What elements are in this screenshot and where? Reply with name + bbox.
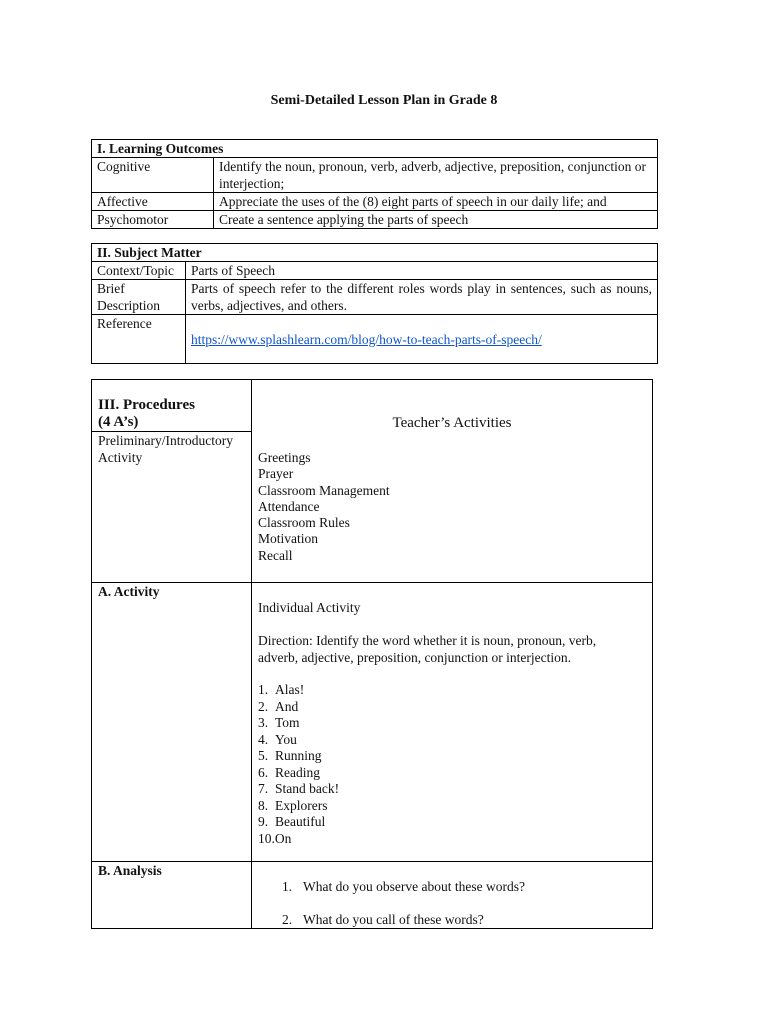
brief-label [92,280,186,315]
procedures-table [91,379,653,929]
activity-title: Individual Activity [258,600,361,615]
affective-text: Appreciate the uses of the (8) eight parts of speech in our daily life; and [214,193,658,211]
brief-label-line1: Brief [97,281,125,296]
activity-word-list [258,682,646,847]
context-label: Context/Topic [92,262,186,280]
reference-label: Reference [92,315,186,364]
list-item: 5. Running [258,748,322,763]
prelim-item: Motivation [258,531,318,547]
list-item: 9. Beautiful [258,814,326,829]
prelim-item: Classroom Rules [258,515,350,531]
procedures-title: III. Procedures [98,397,195,413]
teacher-activities-header: Teacher’s Activities [392,415,512,431]
list-item: 1. Alas! [258,682,305,697]
list-item: 10.On [258,830,292,846]
activity-cell [252,583,653,862]
prelim-item: Greetings [258,450,311,465]
procedures-left-cell [92,380,252,583]
list-item: 3. Tom [258,715,300,730]
list-item: 6. Reading [258,764,320,780]
reference-link[interactable]: https://www.splashlearn.com/blog/how-to-teach-parts-of-speech/ [191,332,542,347]
brief-label-line2: Description [97,298,160,313]
learning-outcomes-header: I. Learning Outcomes [92,140,658,158]
brief-value: Parts of speech refer to the different roles words play in sentences, such as nouns, verbs, adjectives, and others. [186,280,658,315]
list-item: 8. Explorers [258,797,328,813]
prelim-label-line2: Activity [98,450,143,465]
analysis-cell [252,862,653,929]
learning-outcomes-table [91,139,658,229]
prelim-item: Attendance [258,498,320,514]
procedures-subtitle: (4 A’s) [98,414,139,430]
cognitive-text: Identify the noun, pronoun, verb, adverb, adjective, preposition, conjunction or interjection; [214,158,658,193]
teacher-activities-cell [252,380,653,583]
list-item: 4. You [258,731,297,747]
prelim-item: Prayer [258,466,294,482]
psychomotor-label: Psychomotor [92,211,214,229]
activity-label: A. Activity [92,583,252,862]
procedures-header [92,380,251,432]
affective-label: Affective [92,193,214,211]
context-value: Parts of Speech [186,262,658,280]
document-title: Semi-Detailed Lesson Plan in Grade 8 [270,93,498,108]
list-item: 2. And [258,698,299,714]
activity-direction: Direction: Identify the word whether it is noun, pronoun, verb, adverb, adjective, preposition, conjunction or interjection. [258,633,597,665]
prelim-item: Recall [258,547,293,563]
subject-matter-header: II. Subject Matter [92,244,658,262]
reference-cell [186,315,658,364]
analysis-label: B. Analysis [92,862,252,929]
list-item: 7. Stand back! [258,781,340,796]
psychomotor-text: Create a sentence applying the parts of speech [214,211,658,229]
analysis-question-1: 1. What do you observe about these words? [282,879,525,894]
cognitive-label: Cognitive [92,158,214,193]
prelim-label-line1: Preliminary/Introductory [98,433,233,448]
subject-matter-table [91,243,658,364]
analysis-question-2: 2. What do you call of these words? [282,912,484,927]
prelim-item: Classroom Management [258,482,390,498]
